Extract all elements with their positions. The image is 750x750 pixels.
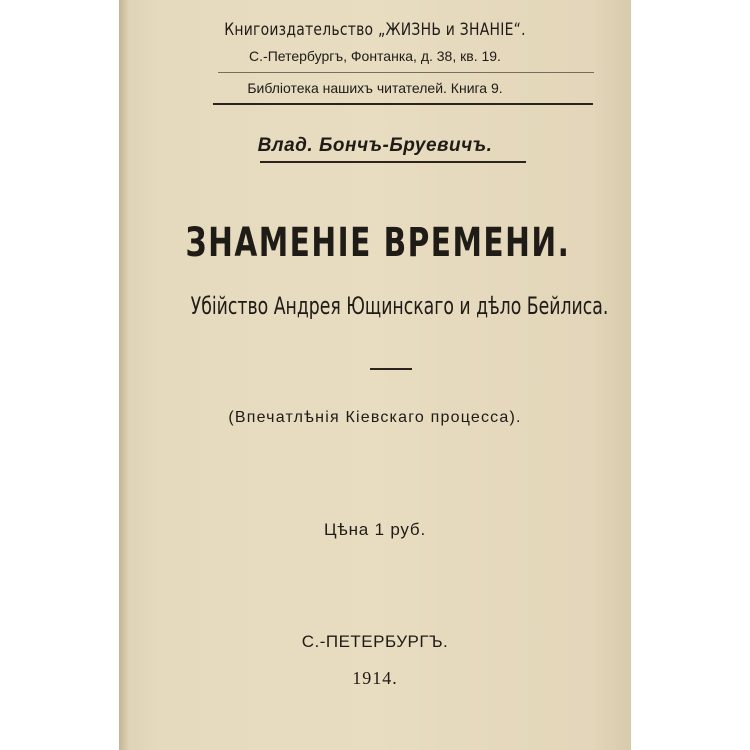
publication-city: С.-ПЕТЕРБУРГЪ. xyxy=(301,632,449,651)
short-divider xyxy=(370,368,412,370)
divider-thin xyxy=(218,72,594,73)
book-title: ЗНАМЕНІЕ ВРЕМЕНИ. xyxy=(185,220,571,266)
divider-bold xyxy=(213,103,593,105)
publication-year: 1914. xyxy=(352,668,398,688)
author-name: Влад. Бончъ-Бруевичъ. xyxy=(257,135,493,156)
publisher-name: Книгоиздательство „ЖИЗНЬ и ЗНАНІЕ“. xyxy=(224,20,526,40)
price-label: Цѣна 1 руб. xyxy=(324,520,426,539)
impressions-note: (Впечатлѣнія Кіевскаго процесса). xyxy=(228,409,522,426)
series-label: Библіотека нашихъ читателей. Книга 9. xyxy=(247,80,503,96)
book-subtitle: Убійство Андрея Ющинскаго и дѣло Бейлиса. xyxy=(190,292,609,320)
book-page xyxy=(119,0,631,750)
publisher-address: С.-Петербургъ, Фонтанка, д. 38, кв. 19. xyxy=(249,48,501,64)
author-underline xyxy=(260,161,526,163)
